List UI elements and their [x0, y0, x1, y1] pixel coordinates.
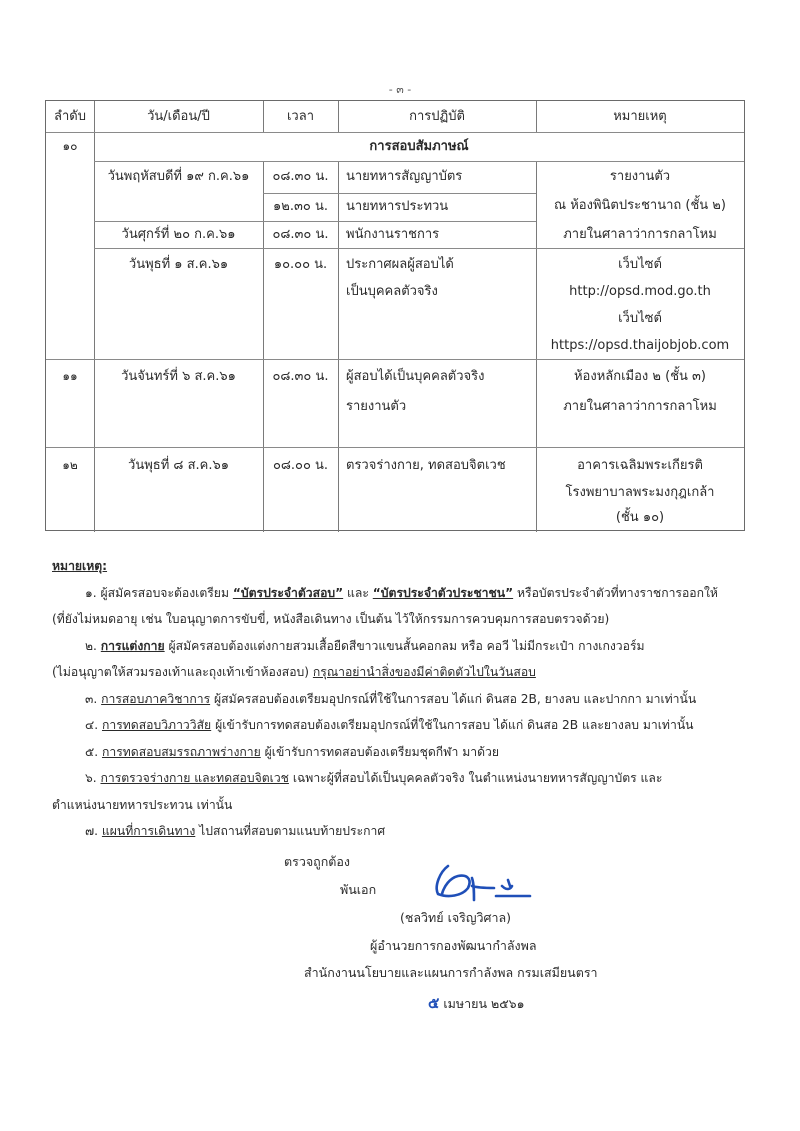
remark-line: ภายในศาลาว่าการกลาโหม	[563, 399, 717, 414]
note-text: หรือบัตรประจำตัวที่ทางราชการออกให้	[517, 585, 718, 600]
note-heading: การทดสอบวิภาววิสัย	[101, 718, 212, 732]
action-line: ประกาศผลผู้สอบได้	[346, 257, 454, 272]
note-number: ๗.	[85, 824, 99, 838]
note-text: ผู้เข้ารับการทดสอบต้องเตรียมชุดกีฬา มาด้วย	[264, 744, 499, 759]
note-2-line2	[52, 659, 742, 686]
row-number: ๑๐	[62, 139, 78, 153]
rank-label: พันเอก	[340, 882, 377, 897]
note-number: ๖.	[85, 771, 97, 785]
date-day: ๕	[428, 994, 440, 1012]
note-emphasis: “บัตรประจำตัวประชาชน”	[372, 585, 514, 600]
action-line: ตรวจร่างกาย, ทดสอบจิตเวช	[346, 458, 506, 473]
remark-line: โรงพยาบาลพระมงกุฎเกล้า	[565, 485, 715, 500]
date-cell: วันพุธที่ ๑ ส.ค.๖๑	[128, 257, 229, 272]
date-cell: วันศุกร์ที่ ๒๐ ก.ค.๖๑	[121, 227, 236, 242]
website-link[interactable]: http://opsd.mod.go.th	[569, 284, 711, 299]
remark-line: อาคารเฉลิมพระเกียรติ	[577, 458, 703, 473]
signature-date	[428, 991, 525, 1015]
action-cell: พนักงานราชการ	[346, 227, 440, 242]
note-7	[52, 818, 742, 845]
notes-section	[52, 553, 742, 845]
note-5	[52, 739, 742, 766]
date-cell: วันจันทร์ที่ ๖ ส.ค.๖๑	[121, 369, 236, 384]
action-line: ผู้สอบได้เป็นบุคคลตัวจริง	[346, 369, 485, 384]
note-text: ไปสถานที่สอบตามแนบท้ายประกาศ	[199, 824, 386, 838]
note-1-line2: (ที่ยังไม่หมดอายุ เช่น ใบอนุญาตการขับขี่, หนังสือเดินทาง เป็นต้น ไว้ให้กรรมการควบคุมการสอบตรวจด้วย)	[52, 612, 610, 626]
time-cell: ๐๘.๓๐ น.	[272, 369, 329, 384]
note-text: ผู้สมัครสอบต้องแต่งกายสวมเสื้อยืดสีขาวแขนสั้นคอกลม หรือ คอวี ไม่มีกระเป๋า กางเกงวอร์ม	[168, 638, 645, 653]
remark-line: เว็บไซต์	[618, 257, 662, 272]
note-number: ๓.	[85, 691, 98, 706]
header-date: วัน/เดือน/ปี	[147, 109, 210, 124]
action-line: เป็นบุคคลตัวจริง	[346, 284, 438, 299]
action-cell: นายทหารสัญญาบัตร	[346, 169, 463, 184]
signer-office: สำนักงานนโยบายและแผนการกำลังพล กรมเสมียนตรา	[304, 965, 598, 980]
time-cell: ๑๒.๓๐ น.	[273, 199, 328, 214]
section-title: การสอบสัมภาษณ์	[369, 139, 469, 154]
action-cell: นายทหารประทวน	[346, 199, 449, 214]
remark-line: ภายในศาลาว่าการกลาโหม	[563, 227, 717, 242]
note-text: ผู้สมัครสอบต้องเตรียมอุปกรณ์ที่ใช้ในการสอบ ได้แก่ ดินสอ 2B, ยางลบ และปากกา มาเท่านั้น	[214, 691, 697, 706]
note-emphasis: กรุณาอย่านำสิ่งของมีค่าติดตัวไปในวันสอบ	[312, 665, 536, 679]
time-cell: ๑๐.๐๐ น.	[273, 257, 328, 272]
row-number: ๑๑	[62, 369, 78, 383]
signature-mark-icon	[428, 860, 538, 905]
row-divider	[94, 248, 744, 249]
remark-line: ห้องหลักเมือง ๒ (ชั้น ๓)	[573, 369, 706, 384]
time-cell: ๐๘.๓๐ น.	[272, 227, 329, 242]
website-link[interactable]: https://opsd.thaijobjob.com	[550, 338, 730, 353]
note-6-line2: ตำแหน่งนายทหารประทวน เท่านั้น	[52, 797, 233, 812]
signer-position: ผู้อำนวยการกองพัฒนากำลังพล	[370, 938, 537, 953]
schedule-table	[45, 100, 745, 531]
note-number: ๒.	[85, 638, 97, 653]
remark-line: รายงานตัว	[609, 169, 671, 184]
remark-line: ณ ห้องพินิตประชานาถ (ชั้น ๒)	[554, 198, 726, 213]
note-number: ๕.	[85, 744, 99, 759]
header-action: การปฏิบัติ	[409, 109, 465, 124]
remark-line: (ชั้น ๑๐)	[615, 510, 665, 525]
note-text: เฉพาะผู้ที่สอบได้เป็นบุคคลตัวจริง ในตำแหน่งนายทหารสัญญาบัตร และ	[292, 771, 663, 785]
action-line: รายงานตัว	[346, 399, 407, 414]
note-1	[52, 580, 742, 607]
note-text: ผู้เข้ารับการทดสอบต้องเตรียมอุปกรณ์ที่ใช้ในการสอบ ได้แก่ ดินสอ 2B และยางลบ มาเท่านั้น	[215, 718, 694, 732]
signer-name: (ชลวิทย์ เจริญวิศาล)	[400, 910, 512, 925]
note-4	[52, 712, 742, 739]
header-time: เวลา	[286, 109, 314, 124]
note-2	[52, 633, 742, 660]
note-heading: แผนที่การเดินทาง	[101, 824, 196, 838]
row-divider	[94, 161, 744, 162]
note-number: ๑.	[85, 585, 97, 600]
date-month-year: เมษายน ๒๕๖๑	[443, 996, 525, 1011]
note-6	[52, 765, 742, 792]
note-heading: การตรวจร่างกาย และทดสอบจิตเวช	[100, 771, 289, 785]
remark-line: เว็บไซต์	[618, 311, 662, 326]
note-text: และ	[347, 585, 369, 600]
note-heading: การสอบภาควิชาการ	[101, 691, 211, 706]
date-cell: วันพฤหัสบดีที่ ๑๙ ก.ค.๖๑	[107, 169, 250, 184]
note-heading: การทดสอบสมรรถภาพร่างกาย	[101, 744, 261, 759]
time-cell: ๐๘.๓๐ น.	[272, 169, 329, 184]
note-text: ผู้สมัครสอบจะต้องเตรียม	[100, 585, 229, 600]
notes-title: หมายเหตุ:	[52, 559, 108, 573]
note-heading: การแต่งกาย	[100, 638, 165, 653]
note-3	[52, 686, 742, 713]
row-divider	[46, 359, 744, 360]
date-cell: วันพุธที่ ๘ ส.ค.๖๑	[128, 458, 229, 473]
time-cell: ๐๘.๐๐ น.	[272, 458, 329, 473]
row-divider	[46, 447, 744, 448]
note-number: ๔.	[85, 718, 99, 732]
certified-label: ตรวจถูกต้อง	[284, 854, 351, 869]
header-remark: หมายเหตุ	[613, 109, 667, 124]
page-number: - ๓ -	[388, 83, 412, 96]
note-text: (ไม่อนุญาตให้สวมรองเท้าและถุงเท้าเข้าห้องสอบ)	[52, 665, 310, 679]
row-number: ๑๒	[62, 458, 78, 472]
note-emphasis: “บัตรประจำตัวสอบ”	[232, 585, 344, 600]
header-no: ลำดับ	[54, 109, 86, 124]
